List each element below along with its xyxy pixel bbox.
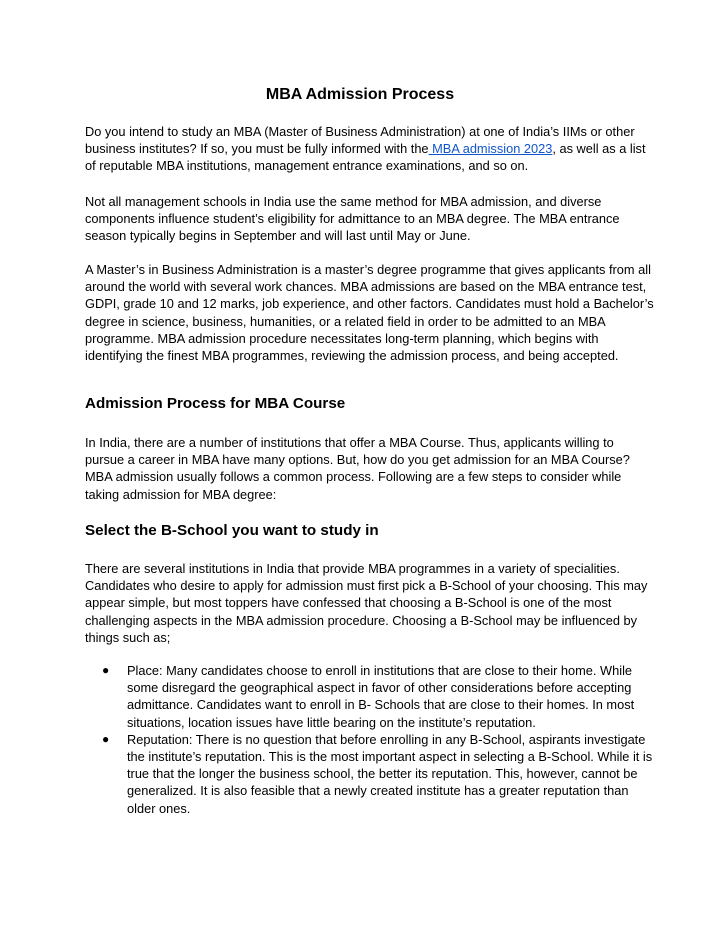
bullet-icon: ● bbox=[102, 663, 110, 677]
mba-admission-2023-link[interactable]: MBA admission 2023 bbox=[428, 141, 553, 157]
intro-paragraph-1-text: Do you intend to study an MBA (Master of Business Administration) at one of India’s IIMs or other business institutes? If so, you must be fully informed with the bbox=[85, 124, 635, 157]
section-heading-admission-process: Admission Process for MBA Course bbox=[85, 395, 346, 412]
intro-paragraph-1 bbox=[85, 123, 655, 175]
list-item bbox=[85, 731, 655, 817]
intro-paragraph-1-tail: , as well as a list of reputable MBA institutions, management entrance examinations, and so on. bbox=[85, 141, 646, 174]
list-item-text: Place: Many candidates choose to enroll in institutions that are close to their home. While some disregard the geographical aspect in favor of other considerations before accepting admittance. Candidates want to enroll in B- Schools that are close to their homes. In most situations, location issues have little bearing on the institute’s reputation. bbox=[127, 663, 635, 730]
section2-paragraph: There are several institutions in India that provide MBA programmes in a variety of specialities. Candidates who desire to apply for admission must first pick a B-School of your choosing. This may appear simple, but most toppers have confessed that choosing a B-School is one of the most challenging aspects in the MBA admission procedure. Choosing a B-School may be influenced by things such as; bbox=[85, 561, 648, 645]
section1-paragraph: In India, there are a number of institutions that offer a MBA Course. Thus, applicants willing to pursue a career in MBA have many options. But, how do you get admission for an MBA Course? MBA admission usually follows a common process. Following are a few steps to consider while taking admission for MBA degree: bbox=[85, 435, 630, 502]
bullet-icon: ● bbox=[102, 731, 110, 746]
intro-paragraph-2: Not all management schools in India use the same method for MBA admission, and diverse components influence student’s eligibility for admittance to an MBA degree. The MBA entrance season typically begins in September and will last until May or June. bbox=[85, 194, 620, 244]
intro-paragraph-3: A Master’s in Business Administration is a master’s degree programme that gives applicants from all around the world with several work chances. MBA admissions are based on the MBA entrance test, GDPI, grade 10 and 12 marks, job experience, and other factors. Candidates must hold a Bachelor’s degree in science, business, humanities, or a related field in order to be admitted to an MBA programme. MBA admission procedure necessitates long-term planning, which begins with identifying the finest MBA programmes, reviewing the admission process, and being accepted. bbox=[85, 262, 654, 364]
list-item bbox=[85, 662, 655, 731]
section-heading-select-bschool: Select the B-School you want to study in bbox=[85, 522, 379, 539]
list-item-text: Reputation: There is no question that before enrolling in any B-School, aspirants investigate the institute’s reputation. This is the most important aspect in selecting a B-School. While it is true that the longer the business school, the better its reputation. This, however, cannot be generalized. It is also feasible that a newly created institute has a greater reputation than older ones. bbox=[127, 731, 653, 816]
document-title: MBA Admission Process bbox=[265, 86, 455, 103]
bschool-factors-list bbox=[85, 662, 655, 817]
